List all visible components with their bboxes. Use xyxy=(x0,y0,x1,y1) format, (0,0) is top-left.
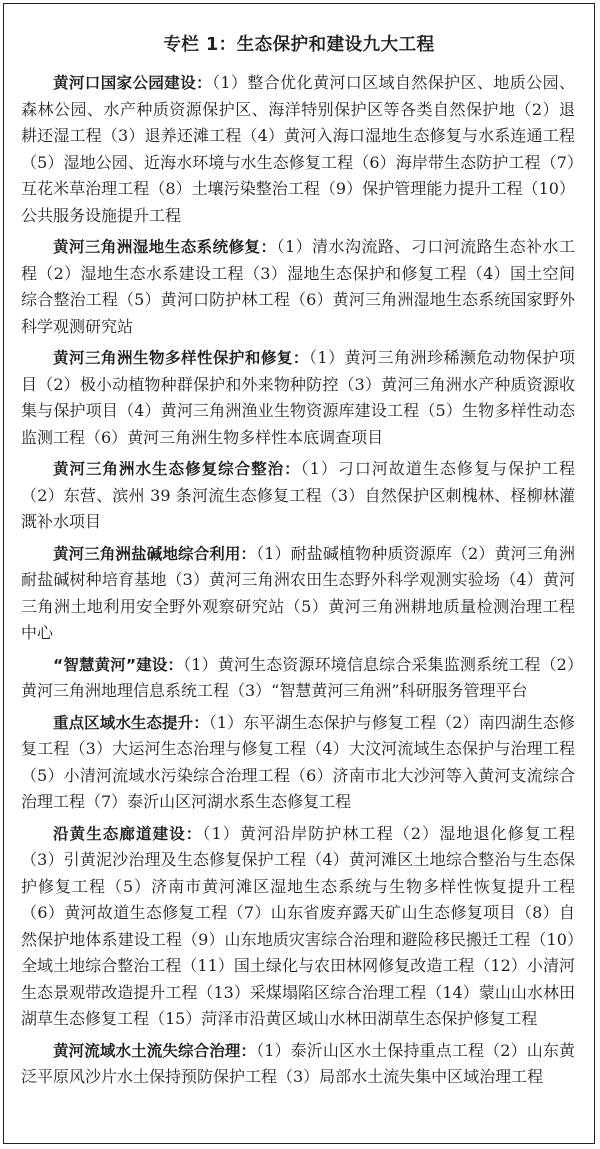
section-heading: 黄河口国家公园建设： xyxy=(53,74,212,92)
section-body: （1）清水沟流路、刁口河流路生态补水工程（2）湿地生态水系建设工程（3）湿地生态保护和修复工程（4）国土空间综合整治工程（5）黄河口防护林工程（6）黄河三角洲湿地生态系统国家野外科学观测研究站 xyxy=(21,237,575,336)
section-body: （1）耐盐碱植物种质资源库（2）黄河三角洲耐盐碱树种培育基地（3）黄河三角洲农田生态野外科学观测实验场（4）黄河三角洲土地利用安全野外观察研究站（5）黄河三角洲耕地质量检测治理工程中心 xyxy=(21,543,575,642)
section-body: （1）整合优化黄河口区域自然保护区、地质公园、森林公园、水产种质资源保护区、海洋特别保护区等各类自然保护地（2）退耕还湿工程（3）退养还滩工程（4）黄河入海口湿地生态修复与水系连通工程（5）湿地公园、近海水环境与水生态修复工程（6）海岸带生态防护工程（7）互花米草治理工程（8）土壤污染整治工程（9）保护管理能力提升工程（10）公共服务设施提升工程 xyxy=(21,73,575,225)
section-ecological-corridor xyxy=(21,821,575,1033)
section-heading: 黄河三角洲水生态修复综合整治： xyxy=(53,460,301,478)
section-smart-yellow-river xyxy=(21,652,575,705)
section-heading: “智慧黄河”建设： xyxy=(53,655,184,674)
section-body: （1）黄河生态资源环境信息综合采集监测系统工程（2）黄河三角洲地理信息系统工程（3）“智慧黄河三角洲”科研服务管理平台 xyxy=(21,654,575,700)
section-soil-erosion xyxy=(21,1038,575,1091)
section-heading: 黄河三角洲生物多样性保护和修复： xyxy=(53,349,309,367)
column-title: 专栏 1：生态保护和建设九大工程 xyxy=(163,35,435,55)
section-water-ecology xyxy=(21,456,575,536)
section-heading: 黄河三角洲湿地生态系统修复： xyxy=(53,238,277,256)
section-biodiversity xyxy=(21,345,575,451)
section-heading: 重点区域水生态提升： xyxy=(53,713,209,732)
section-body: （1）黄河三角洲珍稀濒危动物保护项目（2）极小动植物种群保护和外来物种防控（3）黄河三角洲水产种质资源收集与保护项目（4）黄河三角洲渔业生物资源库建设工程（5）生物多样性动态监测工程（6）黄河三角洲生物多样性本底调查项目 xyxy=(21,348,575,447)
section-heading: 黄河流域水土流失综合治理： xyxy=(53,1041,257,1060)
section-saline-land xyxy=(21,541,575,647)
section-national-park xyxy=(21,70,575,229)
section-wetland-restoration xyxy=(21,234,575,340)
section-heading: 沿黄生态廊道建设： xyxy=(53,824,203,843)
section-regional-water xyxy=(21,710,575,816)
section-body: （1）刁口河故道生态修复与保护工程（2）东营、滨州 39 条河流生态修复工程（3）自然保护区刺槐林、柽柳林灌溉补水项目 xyxy=(21,459,575,531)
section-body: （1）黄河沿岸防护林工程（2）湿地退化修复工程（3）引黄泥沙治理及生态修复保护工程（4）黄河滩区土地综合整治与生态保护修复工程（5）济南市黄河滩区湿地生态系统与生物多样性恢复提升工程（6）黄河故道生态修复工程（7）山东省废弃露天矿山生态修复项目（8）自然保护地体系建设工程（9）山东地质灾害综合治理和避险移民搬迁工程（10）全域土地综合整治工程（11）国土绿化与农田林网修复改造工程（12）小清河生态景观带改造提升工程（13）采煤塌陷区综合治理工程（14）蒙山山水林田湖草生态修复工程（15）菏泽市沿黄区域山水林田湖草生态保护修复工程 xyxy=(21,823,575,1028)
section-list xyxy=(4,70,594,1091)
section-heading: 黄河三角洲盐碱地综合利用： xyxy=(53,544,257,563)
section-body: （1）泰沂山区水土保持重点工程（2）山东黄泛平原风沙片水土保持预防保护工程（3）局部水土流失集中区域治理工程 xyxy=(21,1040,575,1086)
section-body: （1）东平湖生态保护与修复工程（2）南四湖生态修复工程（3）大运河生态治理与修复工程（4）大汶河流域生态保护与治理工程（5）小清河流域水污染综合治理工程（6）济南市北大沙河等入黄河支流综合治理工程（7）泰沂山区河湖水系生态修复工程 xyxy=(21,712,575,811)
column-box xyxy=(3,3,595,1144)
